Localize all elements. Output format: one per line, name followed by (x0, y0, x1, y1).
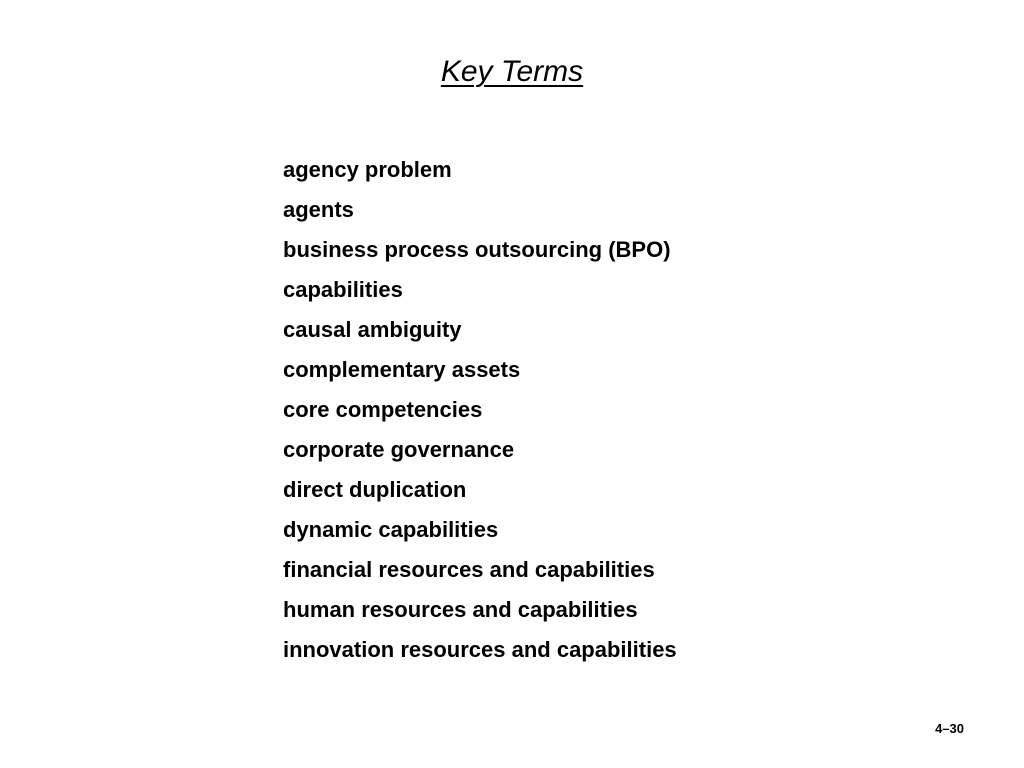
page-number: 4–30 (935, 721, 964, 736)
list-item: complementary assets (283, 357, 521, 382)
list-item: agency problem (283, 157, 452, 182)
list-item: innovation resources and capabilities (283, 637, 677, 662)
slide-title: Key Terms (440, 55, 584, 88)
list-item: capabilities (283, 277, 403, 302)
list-item: business process outsourcing (BPO) (283, 237, 671, 262)
list-item: direct duplication (283, 477, 467, 502)
key-terms-list (283, 150, 677, 670)
list-item: human resources and capabilities (283, 597, 638, 622)
list-item: agents (283, 197, 354, 222)
list-item: dynamic capabilities (283, 517, 499, 542)
list-item: financial resources and capabilities (283, 557, 655, 582)
list-item: corporate governance (283, 437, 515, 462)
list-item: core competencies (283, 397, 483, 422)
list-item: causal ambiguity (283, 317, 462, 342)
